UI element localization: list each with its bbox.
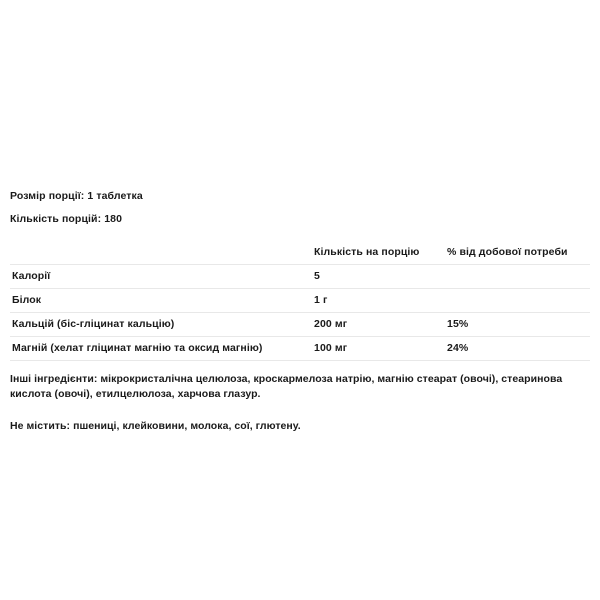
table-row [10,337,590,361]
nutrient-name: Магній (хелат гліцинат магнію та оксид магнію) [10,337,314,361]
other-ingredients-text: Інші інгредієнти: мікрокристалічна целюлоза, кроскармелоза натрію, магнію стеарат (овочі), стеаринова кислота (овочі), етилцелюлоза, харчова глазур. [10,373,563,401]
table-header-row [10,241,590,265]
nutrient-daily-value [447,265,590,289]
table-row [10,289,590,313]
table-body [10,265,590,361]
nutrient-amount: 100 мг [314,337,447,361]
supplement-facts-panel [0,190,600,434]
table-row [10,313,590,337]
serving-size-line: Розмір порції: 1 таблетка [10,190,143,202]
nutrient-daily-value: 15% [447,313,590,337]
column-header-amount-per-serving: Кількість на порцію [314,241,447,265]
footnotes [0,372,600,434]
supplement-facts-table [10,241,590,361]
nutrient-amount: 200 мг [314,313,447,337]
nutrient-name: Білок [10,289,314,313]
servings-per-container-line: Кількість порцій: 180 [10,213,123,226]
nutrient-amount: 1 г [314,289,447,313]
nutrient-daily-value: 24% [447,337,590,361]
column-header-nutrient [10,241,314,265]
table-row [10,265,590,289]
nutrient-name: Калорії [10,265,314,289]
column-header-percent-daily-value: % від добової потреби [447,241,590,265]
nutrient-amount: 5 [314,265,447,289]
nutrient-daily-value [447,289,590,313]
allergen-free-text: Не містить: пшениці, клейковини, молока, сої, глютену. [10,419,301,432]
nutrient-name: Кальцій (біс-гліцинат кальцію) [10,313,314,337]
table-header [10,241,590,265]
serving-info [0,190,600,226]
